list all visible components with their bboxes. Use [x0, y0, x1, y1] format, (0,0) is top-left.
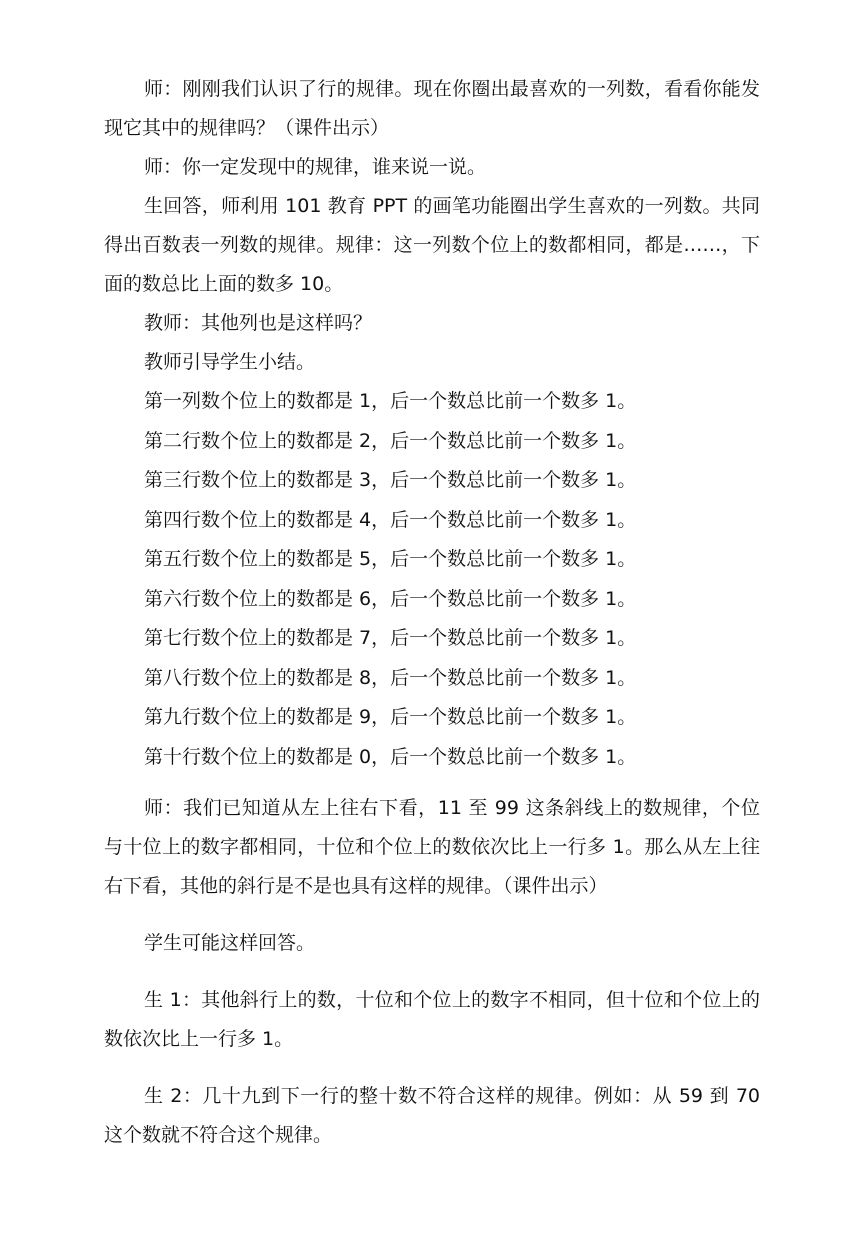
summary-line: 第一列数个位上的数都是 1，后一个数总比前一个数多 1。 [144, 390, 637, 412]
paragraph-teacher-summary: 教师引导学生小结。 [144, 351, 316, 373]
paragraph-student-possible: 学生可能这样回答。 [144, 932, 316, 954]
summary-line: 第十行数个位上的数都是 0，后一个数总比前一个数多 1。 [144, 745, 637, 768]
summary-list [104, 382, 760, 777]
summary-line: 第二行数个位上的数都是 2，后一个数总比前一个数多 1。 [144, 429, 637, 452]
document-content [104, 70, 760, 1155]
paragraph-teacher-diagonal: 师：我们已知道从左上往右下看，11 至 99 这条斜线上的数规律，个位与十位上的数字都相同，十位和个位上的数依次比上一行多 1。那么从左上往右下看，其他的斜行是不是也具有这样的规律。（课件出示） [104, 797, 760, 897]
summary-line: 第六行数个位上的数都是 6，后一个数总比前一个数多 1。 [144, 587, 637, 610]
paragraph-teacher-ask: 师：你一定发现中的规律，谁来说一说。 [144, 156, 487, 178]
paragraph-teacher-circle-column: 师：刚刚我们认识了行的规律。现在你圈出最喜欢的一列数，看看你能发现它其中的规律吗？（课件出示） [104, 78, 760, 139]
summary-line: 第四行数个位上的数都是 4，后一个数总比前一个数多 1。 [144, 508, 637, 531]
paragraph-teacher-question: 教师：其他列也是这样吗？ [144, 312, 373, 334]
summary-line: 第五行数个位上的数都是 5，后一个数总比前一个数多 1。 [144, 548, 637, 570]
summary-line: 第七行数个位上的数都是 7，后一个数总比前一个数多 1。 [144, 627, 637, 649]
paragraph-student-answer: 生回答，师利用 101 教育 PPT 的画笔功能圈出学生喜欢的一列数。共同得出百数表一列数的规律。规律：这一列数个位上的数都相同，都是……，下面的数总比上面的数多 10。 [104, 195, 760, 295]
summary-line: 第八行数个位上的数都是 8，后一个数总比前一个数多 1。 [144, 666, 637, 689]
paragraph-student-2: 生 2：几十九到下一行的整十数不符合这样的规律。例如：从 59 到 70 这个数就不符合这个规律。 [104, 1085, 760, 1146]
summary-line: 第三行数个位上的数都是 3，后一个数总比前一个数多 1。 [144, 469, 637, 491]
paragraph-student-1: 生 1：其他斜行上的数，十位和个位上的数字不相同，但十位和个位上的数依次比上一行多 1。 [104, 989, 760, 1050]
summary-line: 第九行数个位上的数都是 9，后一个数总比前一个数多 1。 [144, 706, 637, 728]
